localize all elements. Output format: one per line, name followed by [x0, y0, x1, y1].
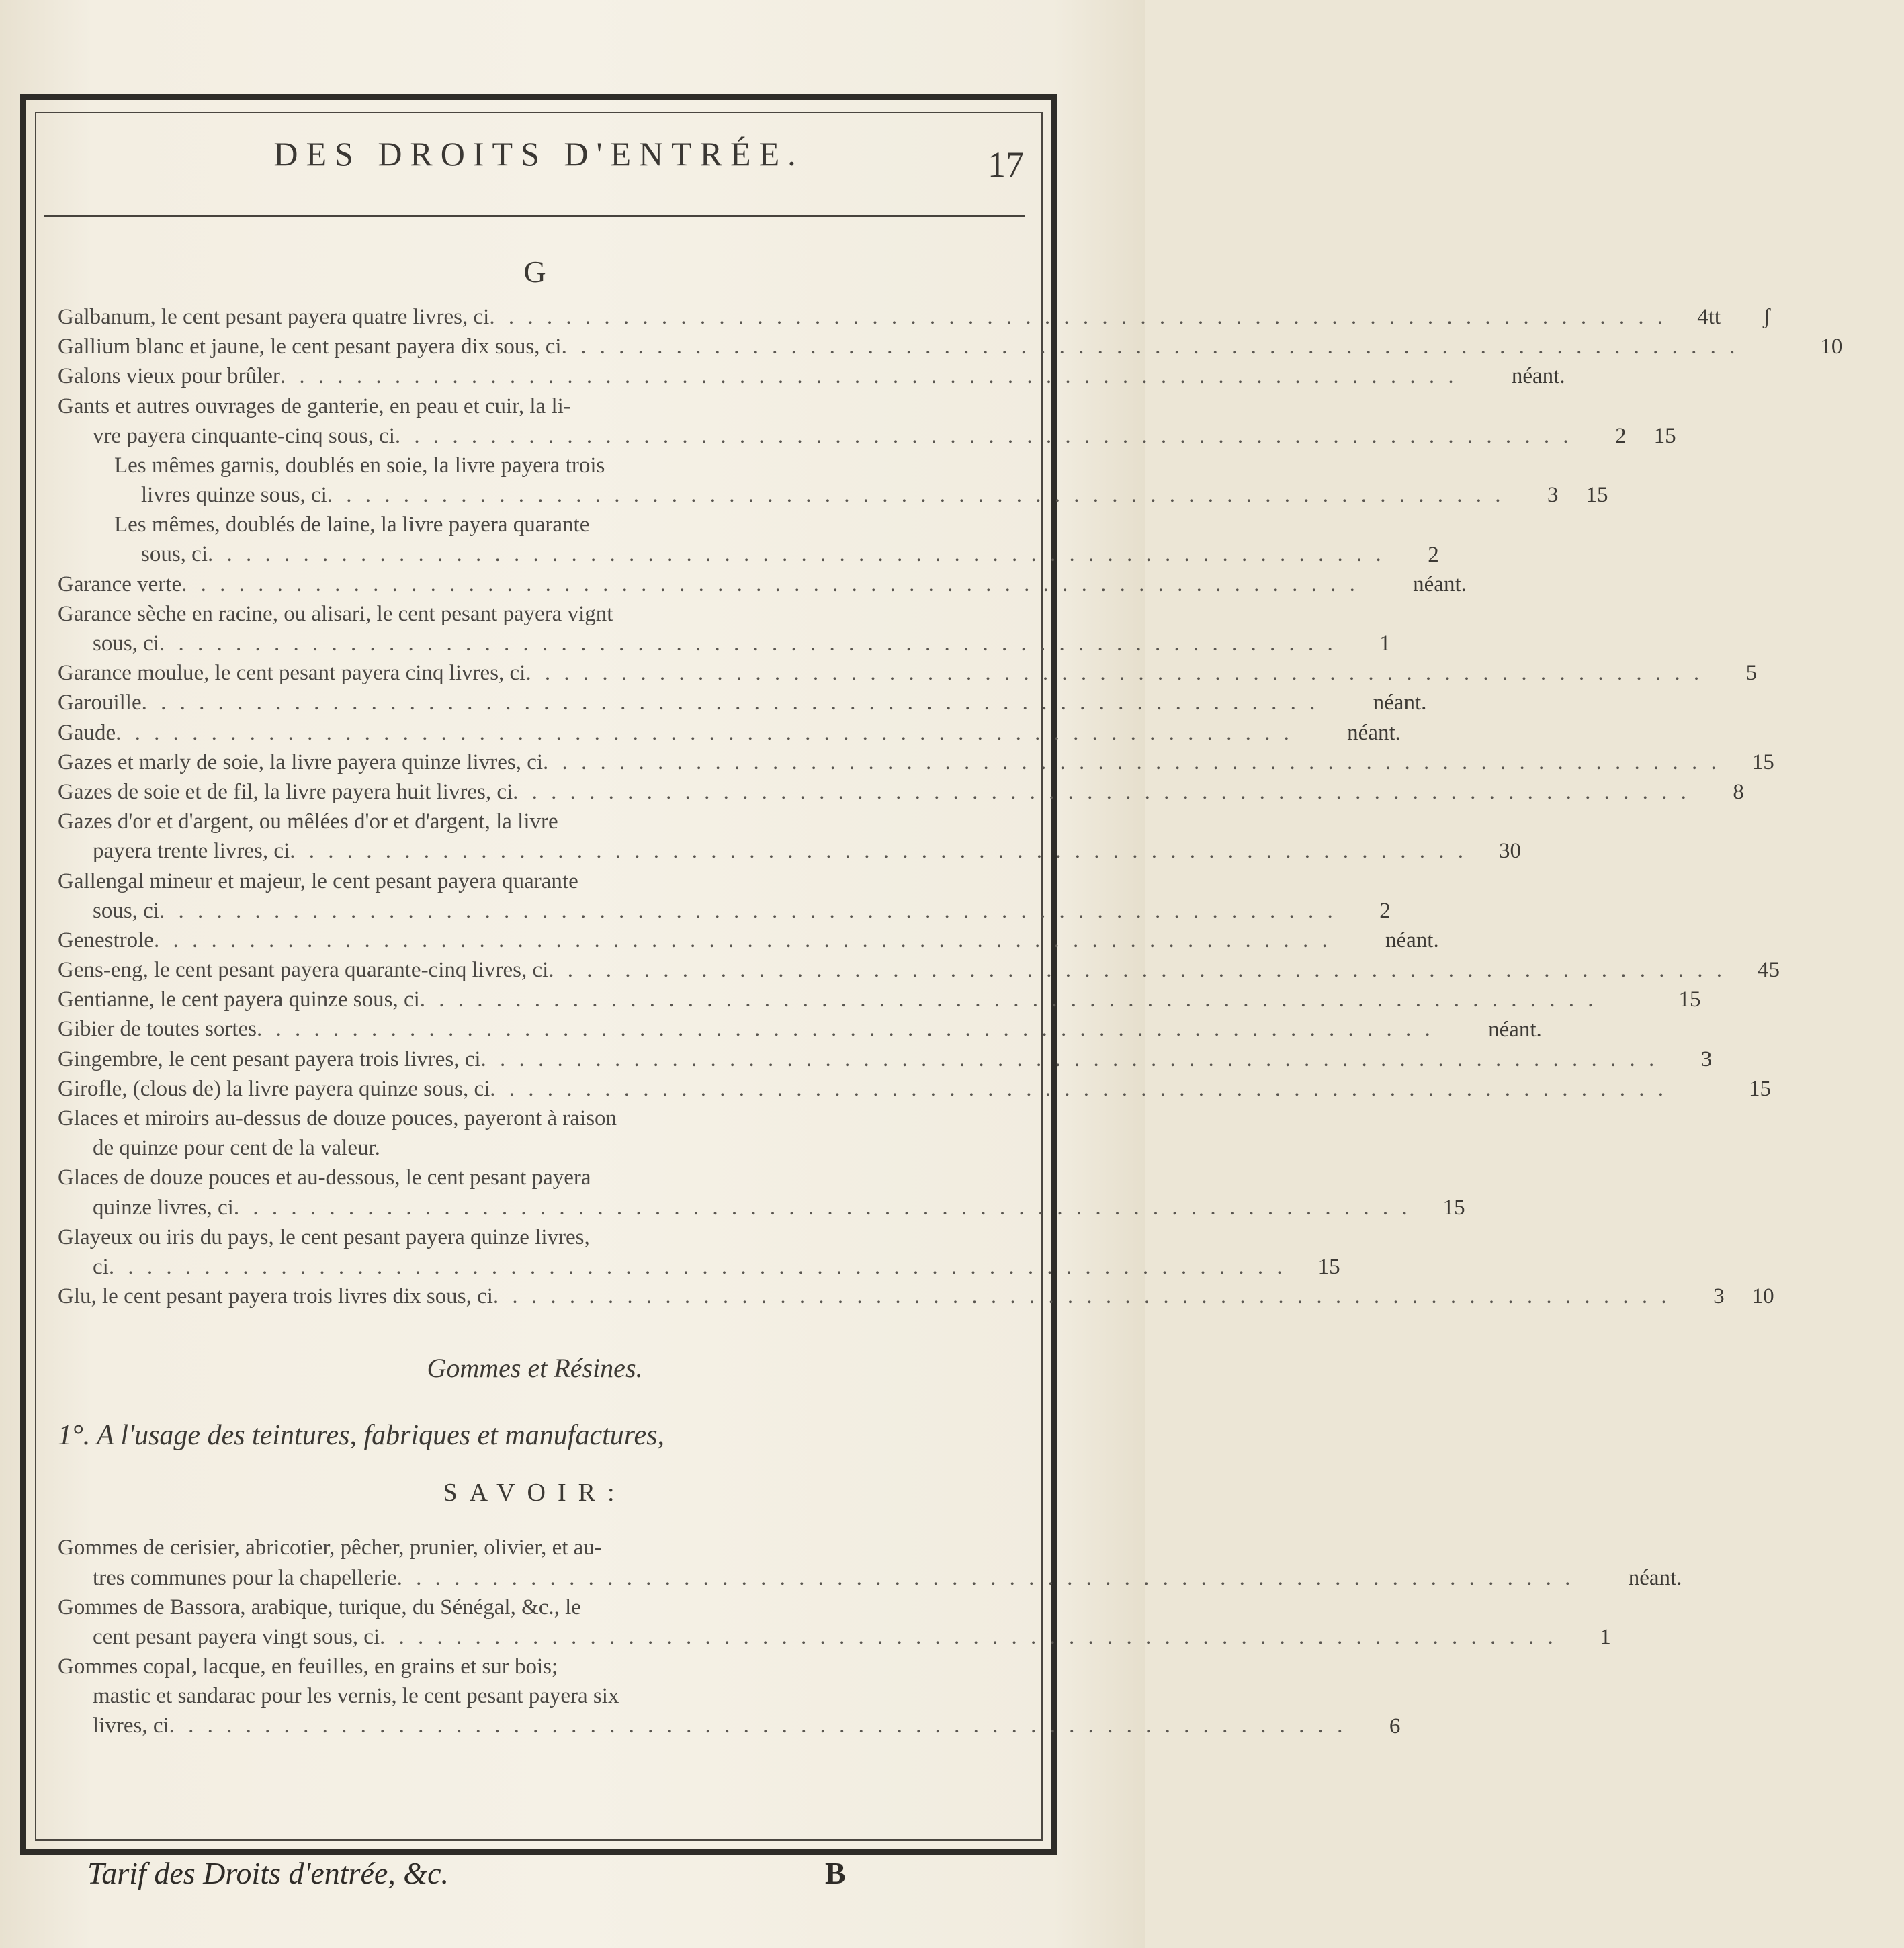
duty-values [1756, 867, 1863, 896]
duty-neant: néant. [1488, 1017, 1542, 1042]
section-letter: G [523, 255, 546, 289]
tariff-list-gommes [58, 1533, 1682, 1740]
entry-text: payera trente livres, ci [93, 839, 290, 864]
tariff-entry-line [58, 777, 1744, 807]
running-title: DES DROITS D'ENTRÉE. [273, 135, 804, 173]
tariff-entry-line [58, 332, 1843, 361]
duty-sous: 15 [1678, 987, 1701, 1012]
duty-values [1735, 1652, 1843, 1681]
tariff-entry-line [58, 1223, 1012, 1252]
entry-text: Galbanum, le cent pesant payera quatre livres, ci [58, 304, 490, 329]
entry-text: Gommes copal, lacque, en feuilles, en grains et sur bois; [58, 1654, 558, 1679]
dot-leader [525, 658, 1703, 688]
tariff-entry-line [58, 1622, 1611, 1652]
duty-livres: 15 [1751, 750, 1774, 774]
duty-values [1557, 1622, 1665, 1652]
dot-leader [159, 896, 1337, 926]
entry-text: Glaces de douze pouces et au-dessous, le cent pesant payera [58, 1165, 591, 1190]
signature-mark: B [825, 1856, 846, 1890]
section-heading: Gommes et Résines. [427, 1353, 643, 1384]
tariff-entry-line [58, 1104, 1012, 1133]
page-footer [0, 1855, 1145, 1909]
tariff-entry-line [58, 1533, 1012, 1562]
duty-values [1667, 302, 1774, 332]
duty-livres: 45 [1758, 958, 1780, 983]
entry-text: Les mêmes garnis, doublés en soie, la livre payera trois [114, 453, 605, 478]
entry-text: livres, ci [93, 1714, 169, 1738]
tariff-entry-line [58, 570, 1467, 599]
duty-values [1721, 748, 1828, 777]
duty-values [1346, 1712, 1454, 1741]
entry-text: tres communes pour la chapellerie [93, 1565, 397, 1590]
duty-sous: 10 [1820, 335, 1843, 359]
duty-livres: 30 [1498, 839, 1521, 864]
dot-leader [290, 836, 1467, 866]
page-number: 17 [988, 144, 1024, 185]
duty-livres: 1 [1600, 1624, 1611, 1649]
entry-text: Gommes de cerisier, abricotier, pêcher, prunier, olivier, et au- [58, 1536, 602, 1560]
entry-text: Gazes et marly de soie, la livre payera quinze livres, ci [58, 750, 544, 774]
entry-text: Glu, le cent pesant payera trois livres dix sous, ci [58, 1284, 493, 1309]
duty-neant: néant. [1385, 928, 1439, 953]
dot-leader [548, 955, 1726, 985]
entry-text: Gommes de Bassora, arabique, turique, du Sénégal, &c., le [58, 1595, 581, 1620]
tariff-entry-line [58, 629, 1391, 658]
entry-text: Gallium blanc et jaune, le cent pesant payera dix sous, ci [58, 335, 562, 359]
entry-text: Garance sèche en racine, ou alisari, le cent pesant payera vignt [58, 601, 613, 626]
entry-text: Genestrole [58, 928, 154, 953]
entry-text: sous, ci [93, 898, 159, 923]
dot-leader [490, 1074, 1668, 1104]
duty-values [1458, 361, 1565, 391]
tariff-entry-line [58, 1133, 1012, 1163]
entry-text: de quinze pour cent de la valeur. [93, 1136, 380, 1161]
duty-neant: néant. [1511, 364, 1565, 389]
entry-text: Garance verte [58, 572, 182, 596]
tariff-entry-line [58, 1282, 1774, 1311]
entry-text: Gens-eng, le cent pesant payera quarante-cinq livres, ci [58, 958, 549, 983]
tariff-entry-line [58, 1074, 1772, 1104]
duty-values [1768, 1223, 1875, 1252]
tariff-entry-line [58, 510, 1012, 539]
tariff-entry-line [58, 688, 1427, 717]
duty-values [1790, 599, 1898, 629]
entry-text: Gingembre, le cent pesant payera trois livres, ci [58, 1047, 481, 1071]
tariff-entry-line [58, 392, 1012, 421]
entry-text: Gaude [58, 720, 116, 745]
entry-text: Gazes de soie et de fil, la livre payera huit livres, ci [58, 779, 513, 804]
duty-values [1412, 1193, 1519, 1223]
entry-text: sous, ci [93, 631, 159, 656]
duty-values [1337, 629, 1444, 658]
tariff-entry-line [58, 807, 1012, 836]
entry-text: ci [93, 1254, 109, 1279]
entry-text: Gallengal mineur et majeur, le cent pesant payera quarante [58, 869, 578, 893]
tariff-entry-line [58, 1163, 1012, 1192]
duty-sous: 15 [1586, 483, 1608, 508]
dot-leader [380, 1622, 1557, 1652]
dot-leader [159, 629, 1337, 658]
duty-values [1658, 1045, 1766, 1074]
dot-leader [489, 302, 1667, 332]
header-rule [44, 215, 1025, 217]
entry-text: Girofle, (clous de) la livre payera quinze sous, ci [58, 1076, 490, 1101]
entry-text: Garance moulue, le cent pesant payera cinq livres, ci [58, 661, 526, 686]
tariff-entry-line [58, 1593, 1012, 1622]
dot-leader [169, 1711, 1347, 1740]
tariff-entry-line [58, 1252, 1340, 1282]
duty-values [1434, 1015, 1542, 1045]
duty-livres: 3 [1713, 1284, 1725, 1309]
entry-text: livres quinze sous, ci [141, 483, 327, 508]
duty-livres: 3 [1700, 1047, 1713, 1071]
tariff-entry-line [58, 867, 1012, 896]
duty-values [1726, 955, 1833, 985]
duty-values [1668, 1074, 1775, 1104]
duty-values [1768, 1163, 1876, 1192]
dot-leader [116, 718, 1293, 748]
duty-values [1671, 1282, 1778, 1311]
dot-leader [234, 1193, 1412, 1223]
tariff-entry-line [58, 896, 1391, 926]
duty-livres: 8 [1733, 780, 1744, 804]
page-content [58, 242, 1843, 1741]
duty-values [1794, 1104, 1902, 1133]
duty-neant: néant. [1373, 691, 1427, 715]
duty-values [1337, 896, 1444, 926]
entry-text: Gentianne, le cent payera quinze sous, ci [58, 987, 420, 1012]
entry-text: Gazes d'or et d'argent, ou mêlées d'or et d'argent, la livre [58, 809, 558, 834]
duty-sous: ʃ [1763, 305, 1771, 329]
duty-values [1598, 985, 1705, 1014]
tariff-entry-line [58, 540, 1439, 570]
duty-values [1319, 688, 1426, 717]
duty-values [1332, 926, 1439, 955]
tariff-entry-line [58, 599, 1012, 629]
duty-neant: néant. [1347, 720, 1401, 745]
duty-values [1767, 510, 1874, 539]
duty-values [1287, 1252, 1394, 1282]
dot-leader [543, 748, 1721, 777]
tariff-entry-line [58, 302, 1771, 332]
running-head [35, 134, 1043, 188]
duty-values [1385, 540, 1493, 570]
dot-leader [142, 688, 1319, 717]
dot-leader [154, 926, 1332, 955]
duty-values [1703, 658, 1811, 688]
duty-values [1780, 1533, 1887, 1562]
duty-values [1782, 451, 1890, 480]
duty-sous: 15 [1749, 1076, 1772, 1101]
subsection-heading: 1°. A l'usage des teintures, fabriques et manufactures, [58, 1420, 665, 1452]
duty-values [1749, 392, 1856, 421]
tariff-entry-line [58, 1193, 1465, 1223]
duty-livres: 3 [1547, 483, 1559, 508]
duty-livres: 4tt [1697, 305, 1721, 329]
tariff-entry-line [58, 451, 1012, 480]
duty-values [1505, 480, 1612, 510]
tariff-entry-line [58, 480, 1608, 510]
duty-livres: 15 [1317, 1255, 1340, 1279]
duty-livres: 2 [1379, 898, 1391, 923]
duty-neant: néant. [1628, 1565, 1682, 1590]
duty-values [1797, 1681, 1904, 1711]
duty-livres: 15 [1442, 1195, 1465, 1220]
entry-text: mastic et sandarac pour les vernis, le cent pesant payera six [93, 1684, 619, 1709]
tariff-entry-line [58, 955, 1780, 985]
tariff-entry-line [58, 1563, 1682, 1593]
footer-title: Tarif des Droits d'entrée, &c. [87, 1856, 449, 1890]
tariff-entry-line [58, 421, 1676, 451]
tariff-entry-line [58, 718, 1401, 748]
duty-livres: 6 [1389, 1714, 1401, 1738]
duty-livres: 2 [1615, 423, 1627, 448]
tariff-entry-line [58, 926, 1439, 955]
dot-leader [397, 1563, 1575, 1593]
entry-text: Glaces et miroirs au-dessus de douze pouces, payeront à raison [58, 1106, 617, 1131]
dot-leader [109, 1252, 1287, 1282]
duty-values [1359, 570, 1467, 599]
duty-neant: néant. [1413, 572, 1467, 596]
entry-text: cent pesant payera vingt sous, ci [93, 1624, 380, 1649]
tariff-entry-line [58, 985, 1701, 1014]
dot-leader [513, 777, 1690, 807]
tariff-entry-line [58, 361, 1565, 391]
tariff-entry-line [58, 658, 1758, 688]
dot-leader [481, 1045, 1659, 1074]
entry-text: vre payera cinquante-cinq sous, ci [93, 423, 395, 448]
entry-text: Garouille [58, 691, 142, 715]
entry-text: Gibier de toutes sortes [58, 1017, 257, 1042]
duty-values [1574, 1563, 1682, 1593]
dot-leader [562, 332, 1739, 361]
dot-leader [257, 1014, 1434, 1044]
duty-values [1293, 718, 1401, 748]
dot-leader [395, 421, 1573, 451]
dot-leader [280, 361, 1458, 391]
entry-text: Gants et autres ouvrages de ganterie, en peau et cuir, la li- [58, 394, 571, 418]
duty-livres: 2 [1428, 542, 1439, 567]
tariff-entry-line [58, 1712, 1401, 1741]
duty-values [1467, 836, 1575, 866]
savoir-heading: SAVOIR: [443, 1478, 627, 1507]
dot-leader [208, 539, 1385, 569]
entry-text: Les mêmes, doublés de laine, la livre payera quarante [114, 513, 590, 537]
tariff-entry-line [58, 1045, 1713, 1074]
dot-leader [420, 985, 1598, 1014]
entry-text: Galons vieux pour brûler [58, 364, 280, 389]
tariff-entry-line [58, 1681, 1012, 1711]
entry-text: quinze livres, ci [93, 1195, 234, 1220]
duty-sous: 15 [1653, 423, 1676, 448]
tariff-entry-line [58, 836, 1521, 866]
entry-text: sous, ci [141, 542, 208, 567]
dot-leader [181, 570, 1359, 599]
duty-values [1690, 777, 1798, 807]
dot-leader [493, 1282, 1671, 1311]
duty-livres: 1 [1379, 631, 1391, 656]
duty-livres: 5 [1745, 661, 1758, 686]
tariff-list-g [58, 302, 1843, 1311]
duty-values [1558, 1133, 1665, 1163]
tariff-entry-line [58, 1652, 1012, 1681]
duty-values [1573, 421, 1680, 451]
duty-values [1759, 1593, 1866, 1622]
duty-values [1735, 807, 1843, 836]
duty-sous: 10 [1751, 1284, 1774, 1309]
dot-leader [327, 480, 1505, 510]
tariff-entry-line [58, 1015, 1542, 1045]
entry-text: Glayeux ou iris du pays, le cent pesant payera quinze livres, [58, 1225, 590, 1249]
tariff-entry-line [58, 748, 1774, 777]
duty-values [1739, 332, 1846, 361]
